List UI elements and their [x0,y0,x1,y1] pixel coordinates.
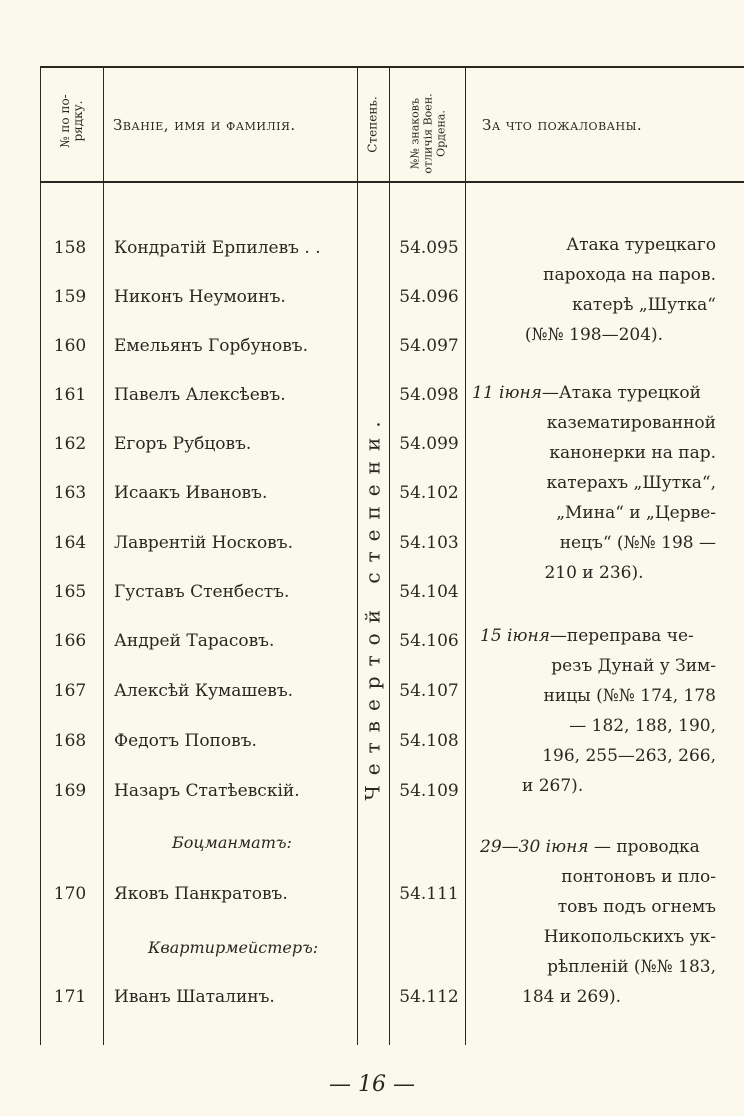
row-number: 160 [53,336,87,356]
description-line: 11 іюня—Атака турецкой [472,383,701,403]
row-name: Кондратій Ерпилевъ . . [114,238,321,258]
row-order: 54.095 [399,238,459,258]
description-line: 15 іюня—переправа че- [480,626,694,646]
left-border [40,66,41,183]
description-line: товъ подъ огнемъ [557,897,716,917]
body-col-divider-3 [389,183,390,1045]
page-number: — 16 — [329,1072,415,1097]
row-order: 54.108 [399,731,459,751]
description-line: — 182, 188, 190, [569,716,716,736]
description-4 [472,832,716,1012]
description-line: 210 и 236). [544,563,644,583]
description-date: 11 іюня [472,383,542,403]
row-order: 54.099 [399,434,459,454]
description-line: и 267). [522,776,584,796]
subhead-quartermaster: Квартирмейстеръ: [148,938,319,957]
header-bottom-border [40,181,744,183]
header-order-numbers: №№ знаковъ отличія Воен. Ордена. [408,93,448,174]
description-line: 184 и 269). [522,987,622,1007]
row-name: Алексѣй Кумашевъ. [114,681,294,701]
description-1 [472,230,716,350]
row-order: 54.103 [399,533,459,553]
row-number: 167 [53,681,87,701]
table-top-border [40,66,744,68]
row-name: Павелъ Алексѣевъ. [114,385,286,405]
body-left-border [40,183,41,1045]
row-number: 162 [53,434,87,454]
description-line: рѣпленій (№№ 183, [547,957,716,977]
row-name: Федотъ Поповъ. [114,731,257,751]
degree-label: Четвертой степени. [361,411,385,801]
row-number: 170 [53,884,87,904]
row-number: 165 [53,582,87,602]
description-line: ницы (№№ 174, 178 [543,686,716,706]
row-order: 54.107 [399,681,459,701]
row-order: 54.111 [399,884,459,904]
description-line: катерѣ „Шутка“ [572,295,716,315]
subhead-boatswain: Боцманматъ: [172,833,292,852]
description-line: Никопольскихъ ук- [543,927,716,947]
row-name: Емельянъ Горбуновъ. [114,336,308,356]
row-name: Яковъ Панкратовъ. [114,884,288,904]
description-line: Атака турецкаго [566,235,716,255]
description-date: 15 іюня [480,626,550,646]
description-3 [472,621,716,801]
description-line: нецъ“ (№№ 198 — [559,533,716,553]
header-name: Званіе, имя и фамилія. [113,116,296,134]
row-number: 169 [53,781,87,801]
row-name: Густавъ Стенбестъ. [114,582,290,602]
row-order: 54.109 [399,781,459,801]
description-line: катерахъ „Шутка“, [546,473,716,493]
description-line: канонерки на пар. [549,443,716,463]
description-line: „Мина“ и „Церве- [556,503,716,523]
header-reason: За что пожалованы. [482,116,643,134]
header-degree: Степень. [365,96,380,153]
row-name: Иванъ Шаталинъ. [114,987,275,1007]
body-col-divider-4 [465,183,466,1045]
row-name: Лаврентій Носковъ. [114,533,293,553]
description-2 [472,378,716,588]
header-number: № по по- рядку. [58,94,85,148]
row-number: 166 [53,631,87,651]
row-number: 161 [53,385,87,405]
row-number: 171 [53,987,87,1007]
description-line: 29—30 іюня — проводка [480,837,700,857]
description-line: понтоновъ и пло- [561,867,716,887]
description-line: 196, 255—263, 266, [542,746,716,766]
col-divider-2-header [357,66,358,183]
row-order: 54.098 [399,385,459,405]
row-name: Андрей Тарасовъ. [114,631,275,651]
row-order: 54.112 [399,987,459,1007]
row-order: 54.102 [399,483,459,503]
row-number: 164 [53,533,87,553]
row-name: Исаакъ Ивановъ. [114,483,268,503]
description-line: резъ Дунай у Зим- [551,656,716,676]
body-col-divider-1 [103,183,104,1045]
row-order: 54.097 [399,336,459,356]
row-order: 54.104 [399,582,459,602]
row-order: 54.106 [399,631,459,651]
row-name: Никонъ Неумоинъ. [114,287,286,307]
col-divider-4-header [465,66,466,183]
description-line: казематированной [546,413,716,433]
description-line: (№№ 198—204). [524,325,664,345]
row-name: Назаръ Статѣевскій. [114,781,300,801]
row-name: Егоръ Рубцовъ. [114,434,252,454]
col-divider-1-header [103,66,104,183]
description-line: парохода на паров. [543,265,716,285]
row-order: 54.096 [399,287,459,307]
row-number: 158 [53,238,87,258]
row-number: 159 [53,287,87,307]
row-number: 168 [53,731,87,751]
description-date: 29—30 іюня [480,837,589,857]
row-number: 163 [53,483,87,503]
col-divider-3-header [389,66,390,183]
